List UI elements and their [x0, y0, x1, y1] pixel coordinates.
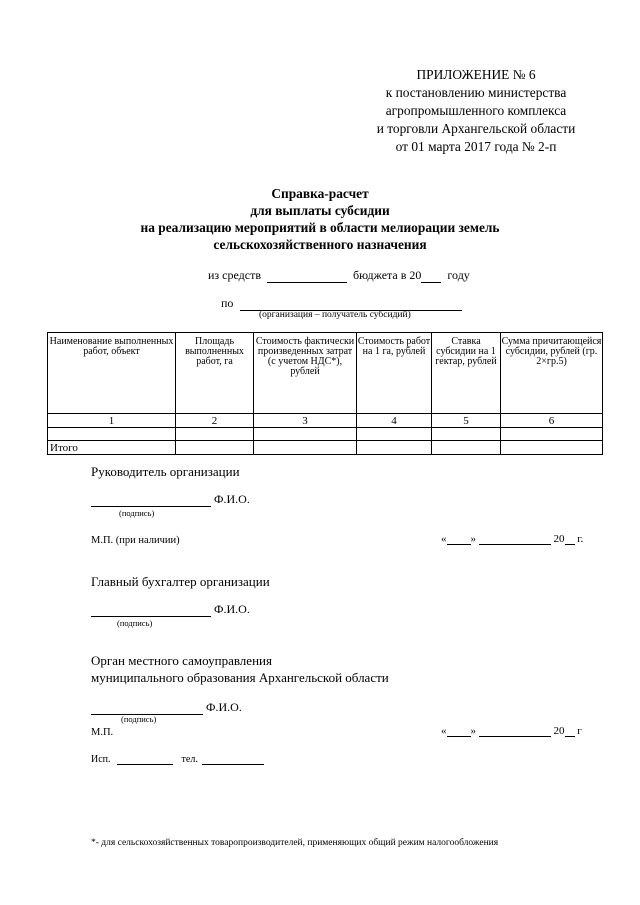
table-number-row — [48, 414, 603, 428]
date-suffix: г — [577, 725, 582, 737]
head-signature-line — [91, 492, 250, 507]
accountant-signature-line — [91, 602, 250, 617]
budget-prefix: из средств — [208, 268, 261, 282]
appendix-header — [360, 66, 592, 156]
table-cell[interactable] — [357, 428, 432, 441]
column-header: Ставка субсидии на 1 гектар, рублей — [432, 333, 501, 414]
municipal-date-line — [441, 725, 582, 737]
column-number: 2 — [176, 414, 254, 428]
accountant-signature-field[interactable] — [91, 616, 211, 617]
table-cell[interactable] — [176, 428, 254, 441]
column-header: Сумма причитающейся субсидии, рублей (гр. 2×гр.5) — [501, 333, 603, 414]
total-label: Итого — [48, 441, 176, 455]
head-date-day-field[interactable] — [447, 544, 471, 545]
head-signature-caption: (подпись) — [119, 508, 155, 518]
municipal-stamp: М.П. — [91, 727, 114, 738]
title-line: на реализацию мероприятий в области мелиорации земель — [140, 220, 500, 235]
head-date-line — [441, 533, 583, 545]
date-suffix: г. — [577, 533, 584, 545]
table-cell[interactable] — [357, 441, 432, 455]
table-cell[interactable] — [432, 428, 501, 441]
column-number: 1 — [48, 414, 176, 428]
municipal-fio: Ф.И.О. — [206, 700, 242, 714]
column-header: Наименование выполненных работ, объект — [48, 333, 176, 414]
budget-line — [208, 268, 470, 283]
org-caption: (организация – получатель субсидий) — [259, 310, 411, 320]
head-date-year-field[interactable] — [565, 544, 575, 545]
date-quote-open: « — [441, 725, 447, 737]
municipal-signature-line — [91, 700, 242, 715]
date-quote-close: » — [470, 533, 476, 545]
date-year-prefix: 20 — [553, 533, 565, 545]
executor-phone-field[interactable] — [202, 764, 264, 765]
title-line: Справка-расчет — [271, 186, 369, 201]
budget-year-field[interactable] — [421, 282, 441, 283]
municipal-date-month-field[interactable] — [479, 736, 551, 737]
title-line: сельскохозяйственного назначения — [213, 237, 427, 252]
table-total-row — [48, 441, 603, 455]
table-cell[interactable] — [501, 441, 603, 455]
accountant-title: Главный бухгалтер организации — [91, 574, 270, 589]
column-number: 3 — [254, 414, 357, 428]
document-title — [100, 185, 540, 253]
municipal-title-line1: Орган местного самоуправления — [91, 653, 272, 668]
municipal-title-line2: муниципального образования Архангельской области — [91, 670, 389, 685]
budget-suffix: году — [447, 268, 470, 282]
column-header: Стоимость фактически произведенных затрат (с учетом НДС*), рублей — [254, 333, 357, 414]
executor-phone-label: тел. — [181, 754, 198, 765]
table-cell[interactable] — [48, 428, 176, 441]
column-number: 4 — [357, 414, 432, 428]
municipal-date-year-field[interactable] — [565, 736, 575, 737]
table-cell[interactable] — [254, 441, 357, 455]
appendix-line: и торговли Архангельской области — [376, 121, 576, 136]
column-header: Стоимость работ на 1 га, рублей — [357, 333, 432, 414]
table-cell[interactable] — [254, 428, 357, 441]
municipal-signature-caption: (подпись) — [121, 714, 157, 724]
executor-label: Исп. — [91, 754, 111, 765]
column-number: 6 — [501, 414, 603, 428]
org-line — [221, 296, 462, 311]
date-year-prefix: 20 — [553, 725, 565, 737]
calculation-table — [47, 332, 603, 455]
municipal-date-day-field[interactable] — [447, 736, 471, 737]
budget-source-field[interactable] — [267, 282, 347, 283]
table-cell[interactable] — [501, 428, 603, 441]
table-header-row — [48, 333, 603, 414]
head-fio: Ф.И.О. — [214, 492, 250, 506]
column-header: Площадь выполненных работ, га — [176, 333, 254, 414]
org-prefix: по — [221, 296, 234, 310]
appendix-line: к постановлению министерства — [385, 85, 567, 100]
appendix-line: ПРИЛОЖЕНИЕ № 6 — [416, 67, 536, 82]
column-number: 5 — [432, 414, 501, 428]
head-date-month-field[interactable] — [479, 544, 551, 545]
accountant-signature-caption: (подпись) — [117, 618, 153, 628]
executor-line — [91, 754, 264, 765]
head-stamp: М.П. (при наличии) — [91, 535, 180, 546]
title-line: для выплаты субсидии — [250, 203, 390, 218]
date-quote-open: « — [441, 533, 447, 545]
head-signature-field[interactable] — [91, 506, 211, 507]
table-row — [48, 428, 603, 441]
table-cell[interactable] — [176, 441, 254, 455]
appendix-line: от 01 марта 2017 года № 2-п — [395, 139, 557, 154]
head-title: Руководитель организации — [91, 464, 240, 479]
accountant-fio: Ф.И.О. — [214, 602, 250, 616]
table-cell[interactable] — [432, 441, 501, 455]
date-quote-close: » — [470, 725, 476, 737]
budget-middle: бюджета в 20 — [353, 268, 422, 282]
footnote: *- для сельскохозяйственных товаропроизводителей, применяющих общий режим налогообложения — [91, 838, 499, 848]
executor-name-field[interactable] — [117, 764, 173, 765]
appendix-line: агропромышленного комплекса — [385, 103, 567, 118]
